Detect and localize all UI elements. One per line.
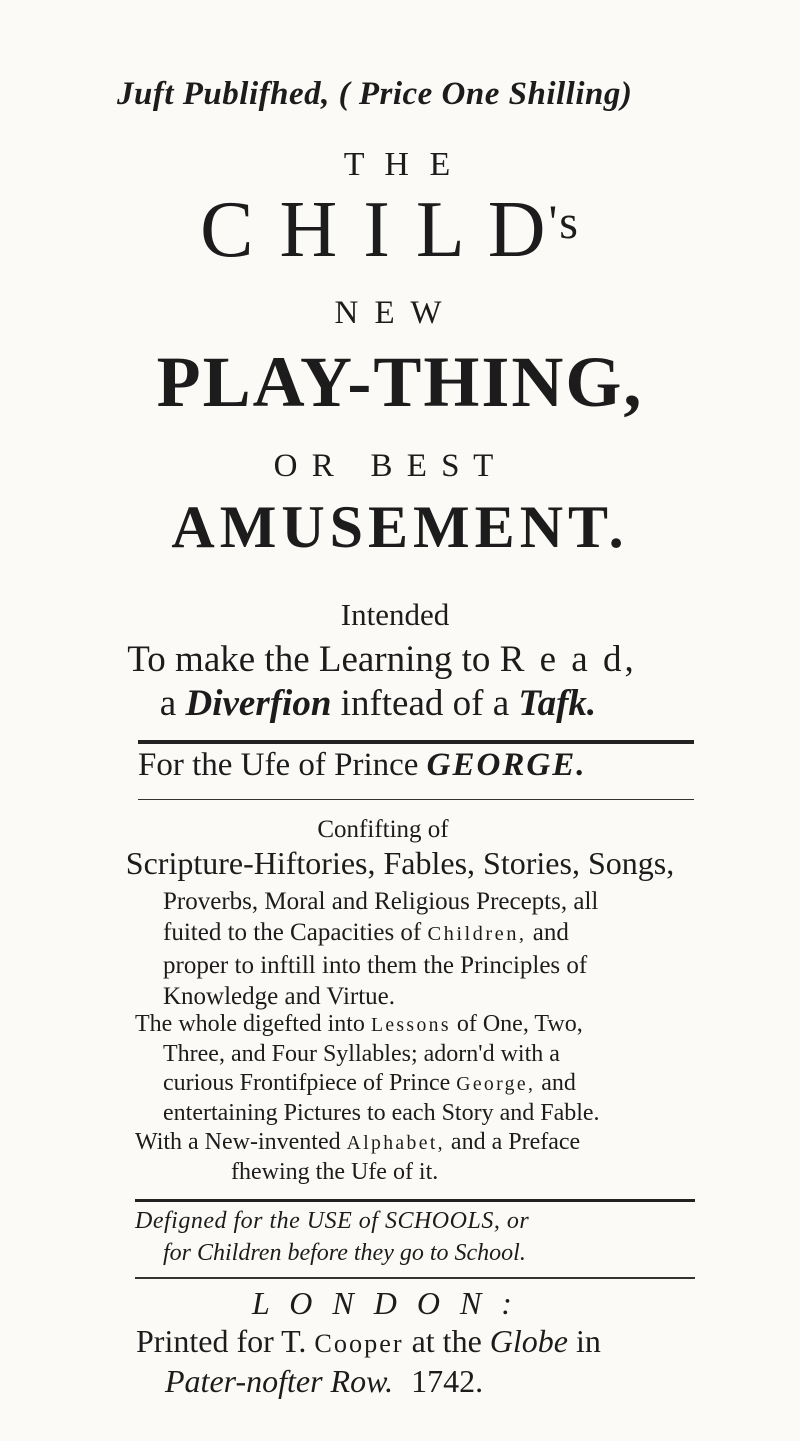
imprint-globe: Globe bbox=[489, 1323, 568, 1359]
design-line-1: Defigned for the USE of SCHOOLS, or bbox=[135, 1208, 530, 1234]
announcement: Juft Publifhed, bbox=[117, 76, 330, 112]
contents-alphabet: Alphabet, bbox=[346, 1132, 445, 1154]
title-or-best: O R B E S T bbox=[273, 448, 497, 484]
contents-lessons: Lessons bbox=[370, 1014, 451, 1036]
purpose-line-1 bbox=[0, 638, 782, 681]
dedication-line bbox=[138, 747, 586, 784]
imprint-line-2 bbox=[165, 1363, 483, 1400]
purpose-line-1-text: To make the Learning to bbox=[127, 639, 491, 680]
imprint-printer: Cooper bbox=[314, 1329, 404, 1358]
contents-line-7: Three, and Four Syllables; adorn'd with a bbox=[163, 1041, 560, 1067]
contents-line-2: Proverbs, Moral and Religious Precepts, all bbox=[163, 888, 599, 915]
purpose-read: R e a d, bbox=[499, 639, 637, 680]
design-line-2: for Children before they go to School. bbox=[163, 1240, 526, 1266]
title-amusement: AMUSEMENT. bbox=[171, 494, 629, 560]
imprint-printed-for: Printed for T. bbox=[136, 1323, 307, 1359]
purpose-line-2 bbox=[0, 682, 778, 725]
contents-line-6-suffix: of One, Two, bbox=[456, 1011, 583, 1037]
contents-line-3 bbox=[135, 917, 598, 950]
contents-line-6 bbox=[135, 1010, 600, 1040]
purpose-instead: inftead of a bbox=[340, 683, 510, 724]
contents-paragraph bbox=[135, 886, 598, 1012]
contents-line-3-prefix: fuited to the Capacities of bbox=[163, 919, 422, 946]
divider-rule-1 bbox=[138, 740, 694, 744]
contents-george: George, bbox=[456, 1073, 536, 1095]
imprint-line-1 bbox=[136, 1323, 601, 1360]
consisting-label: Confifting of bbox=[317, 816, 449, 843]
contents-line-1: Scripture-Hiftories, Fables, Stories, Songs, bbox=[125, 845, 675, 881]
title-the: T H E bbox=[343, 146, 457, 183]
contents-children: Children, bbox=[427, 923, 527, 945]
contents-line-5: Knowledge and Virtue. bbox=[163, 983, 396, 1010]
title-childs bbox=[0, 185, 790, 276]
contents-line-8 bbox=[135, 1069, 600, 1099]
divider-rule-2 bbox=[138, 799, 694, 800]
intended-label: Intended bbox=[340, 597, 450, 632]
purpose-a: a bbox=[159, 683, 177, 724]
title-childs-main: C H I L D bbox=[200, 186, 549, 274]
contents-line-4: proper to inftill into them the Principles of bbox=[163, 952, 588, 979]
contents-line-10-suffix: and a Preface bbox=[450, 1129, 581, 1155]
contents-line-9: entertaining Pictures to each Story and Fable. bbox=[163, 1100, 600, 1126]
contents-paragraph-2 bbox=[135, 1010, 600, 1187]
contents-line-10-prefix: With a New-invented bbox=[135, 1129, 341, 1155]
contents-line-11: fhewing the Ufe of it. bbox=[231, 1159, 439, 1185]
divider-rule-3 bbox=[135, 1199, 695, 1202]
imprint-street: Pater-nofter Row. bbox=[165, 1363, 394, 1399]
dedication-prefix: For the Ufe of Prince bbox=[138, 747, 419, 783]
contents-line-3-suffix: and bbox=[532, 919, 569, 946]
purpose-task: Tafk. bbox=[518, 683, 597, 724]
contents-line-8-prefix: curious Frontifpiece of Prince bbox=[163, 1070, 451, 1096]
title-new: N E W bbox=[334, 295, 446, 331]
announcement-line bbox=[117, 76, 632, 113]
dedication-prince: GEORGE. bbox=[426, 747, 587, 783]
contents-line-8-suffix: and bbox=[541, 1070, 576, 1096]
imprint-in: in bbox=[575, 1323, 601, 1359]
divider-rule-4 bbox=[135, 1277, 695, 1279]
contents-line-10 bbox=[135, 1128, 600, 1158]
price: ( Price One Shilling) bbox=[338, 76, 633, 112]
imprint-at-the: at the bbox=[411, 1323, 482, 1359]
purpose-diversion: Diverfion bbox=[185, 683, 332, 724]
title-childs-suffix: 's bbox=[548, 196, 580, 249]
imprint-city: L O N D O N : bbox=[252, 1285, 518, 1321]
title-plaything: PLAY-THING, bbox=[156, 342, 644, 422]
imprint-year: 1742. bbox=[411, 1363, 484, 1399]
contents-line-6-prefix: The whole digefted into bbox=[135, 1011, 365, 1037]
